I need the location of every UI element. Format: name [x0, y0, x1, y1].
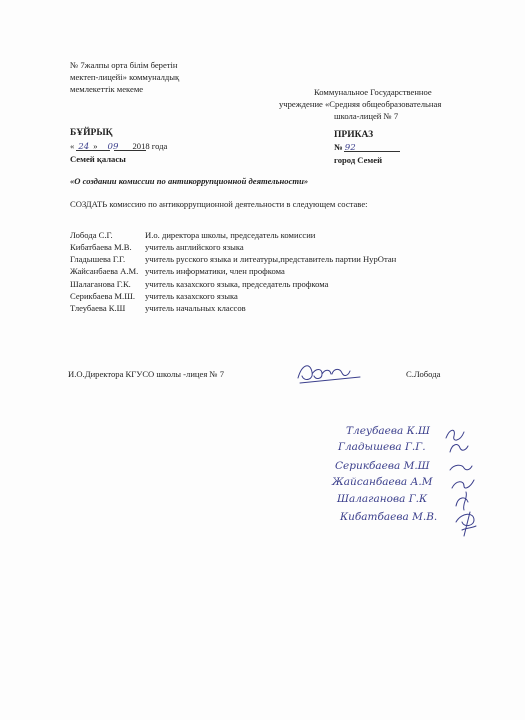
- ack-name: Кибатбаева М.В.: [340, 511, 438, 523]
- header-left-line3: мемлекеттік мекеме: [70, 84, 144, 94]
- header-left-line2: мектеп-лицейі» коммуналдық: [70, 72, 180, 82]
- header-left-line1: № 7жалпы орта білім беретін: [70, 60, 178, 70]
- number-prefix: №: [334, 142, 343, 152]
- member-name: Лобода С.Г.: [70, 230, 113, 240]
- order-title-kz: БҰЙРЫҚ: [70, 128, 113, 138]
- date-day: 24: [78, 142, 90, 152]
- order-subject: «О создании комиссии по антикоррупционной деятельности»: [70, 176, 309, 186]
- order-intro: СОЗДАТЬ комиссию по антикоррупционной деятельности в следующем составе:: [70, 199, 368, 209]
- member-role: учитель начальных классов: [145, 303, 246, 313]
- signature-signer: С.Лобода: [406, 369, 441, 379]
- member-name: Гладышева Г.Г.: [70, 254, 126, 264]
- member-role: учитель казахского языка, председатель профкома: [145, 279, 329, 289]
- ack-name: Шалаганова Г.К: [337, 493, 428, 505]
- member-name: Тлеубаева К.Ш: [70, 303, 126, 313]
- header-right-line2: учреждение «Средняя общеобразовательная: [279, 99, 442, 109]
- date-mid: »: [93, 141, 98, 151]
- member-role: учитель информатики, член профкома: [145, 266, 285, 276]
- ack-name: Тлеубаева К.Ш: [346, 425, 431, 437]
- member-role: учитель английского языка: [145, 242, 244, 252]
- member-role: И.о. директора школы, председатель комиссии: [145, 230, 316, 240]
- date-month: 09: [107, 142, 119, 152]
- member-name: Серикбаева М.Ш.: [70, 291, 136, 301]
- header-right-line3: школа-лицей № 7: [334, 111, 399, 121]
- ack-name: Серикбаева М.Ш: [335, 460, 430, 472]
- member-role: учитель казахского языка: [145, 291, 238, 301]
- date-year: 2018 года: [132, 141, 168, 151]
- order-city-ru: город Семей: [334, 155, 383, 165]
- header-right-line1: Коммунальное Государственное: [314, 87, 432, 97]
- signature-position: И.О.Директора КГУСО школы -лицея № 7: [68, 369, 225, 379]
- order-city-kz: Семей қаласы: [70, 154, 126, 164]
- date-prefix: «: [70, 141, 75, 151]
- order-title-ru: ПРИКАЗ: [334, 130, 374, 140]
- member-name: Кибатбаева М.В.: [70, 242, 132, 252]
- member-name: Жайсанбаева А.М.: [70, 266, 139, 276]
- member-name: Шалаганова Г.К.: [70, 279, 131, 289]
- member-role: учитель русского языка и литеатуры,представитель партии НурОтан: [145, 254, 397, 264]
- ack-name: Гладышева Г.Г.: [338, 441, 426, 453]
- ack-name: Жайсанбаева А.М: [332, 476, 433, 488]
- number-value: 92: [344, 143, 356, 153]
